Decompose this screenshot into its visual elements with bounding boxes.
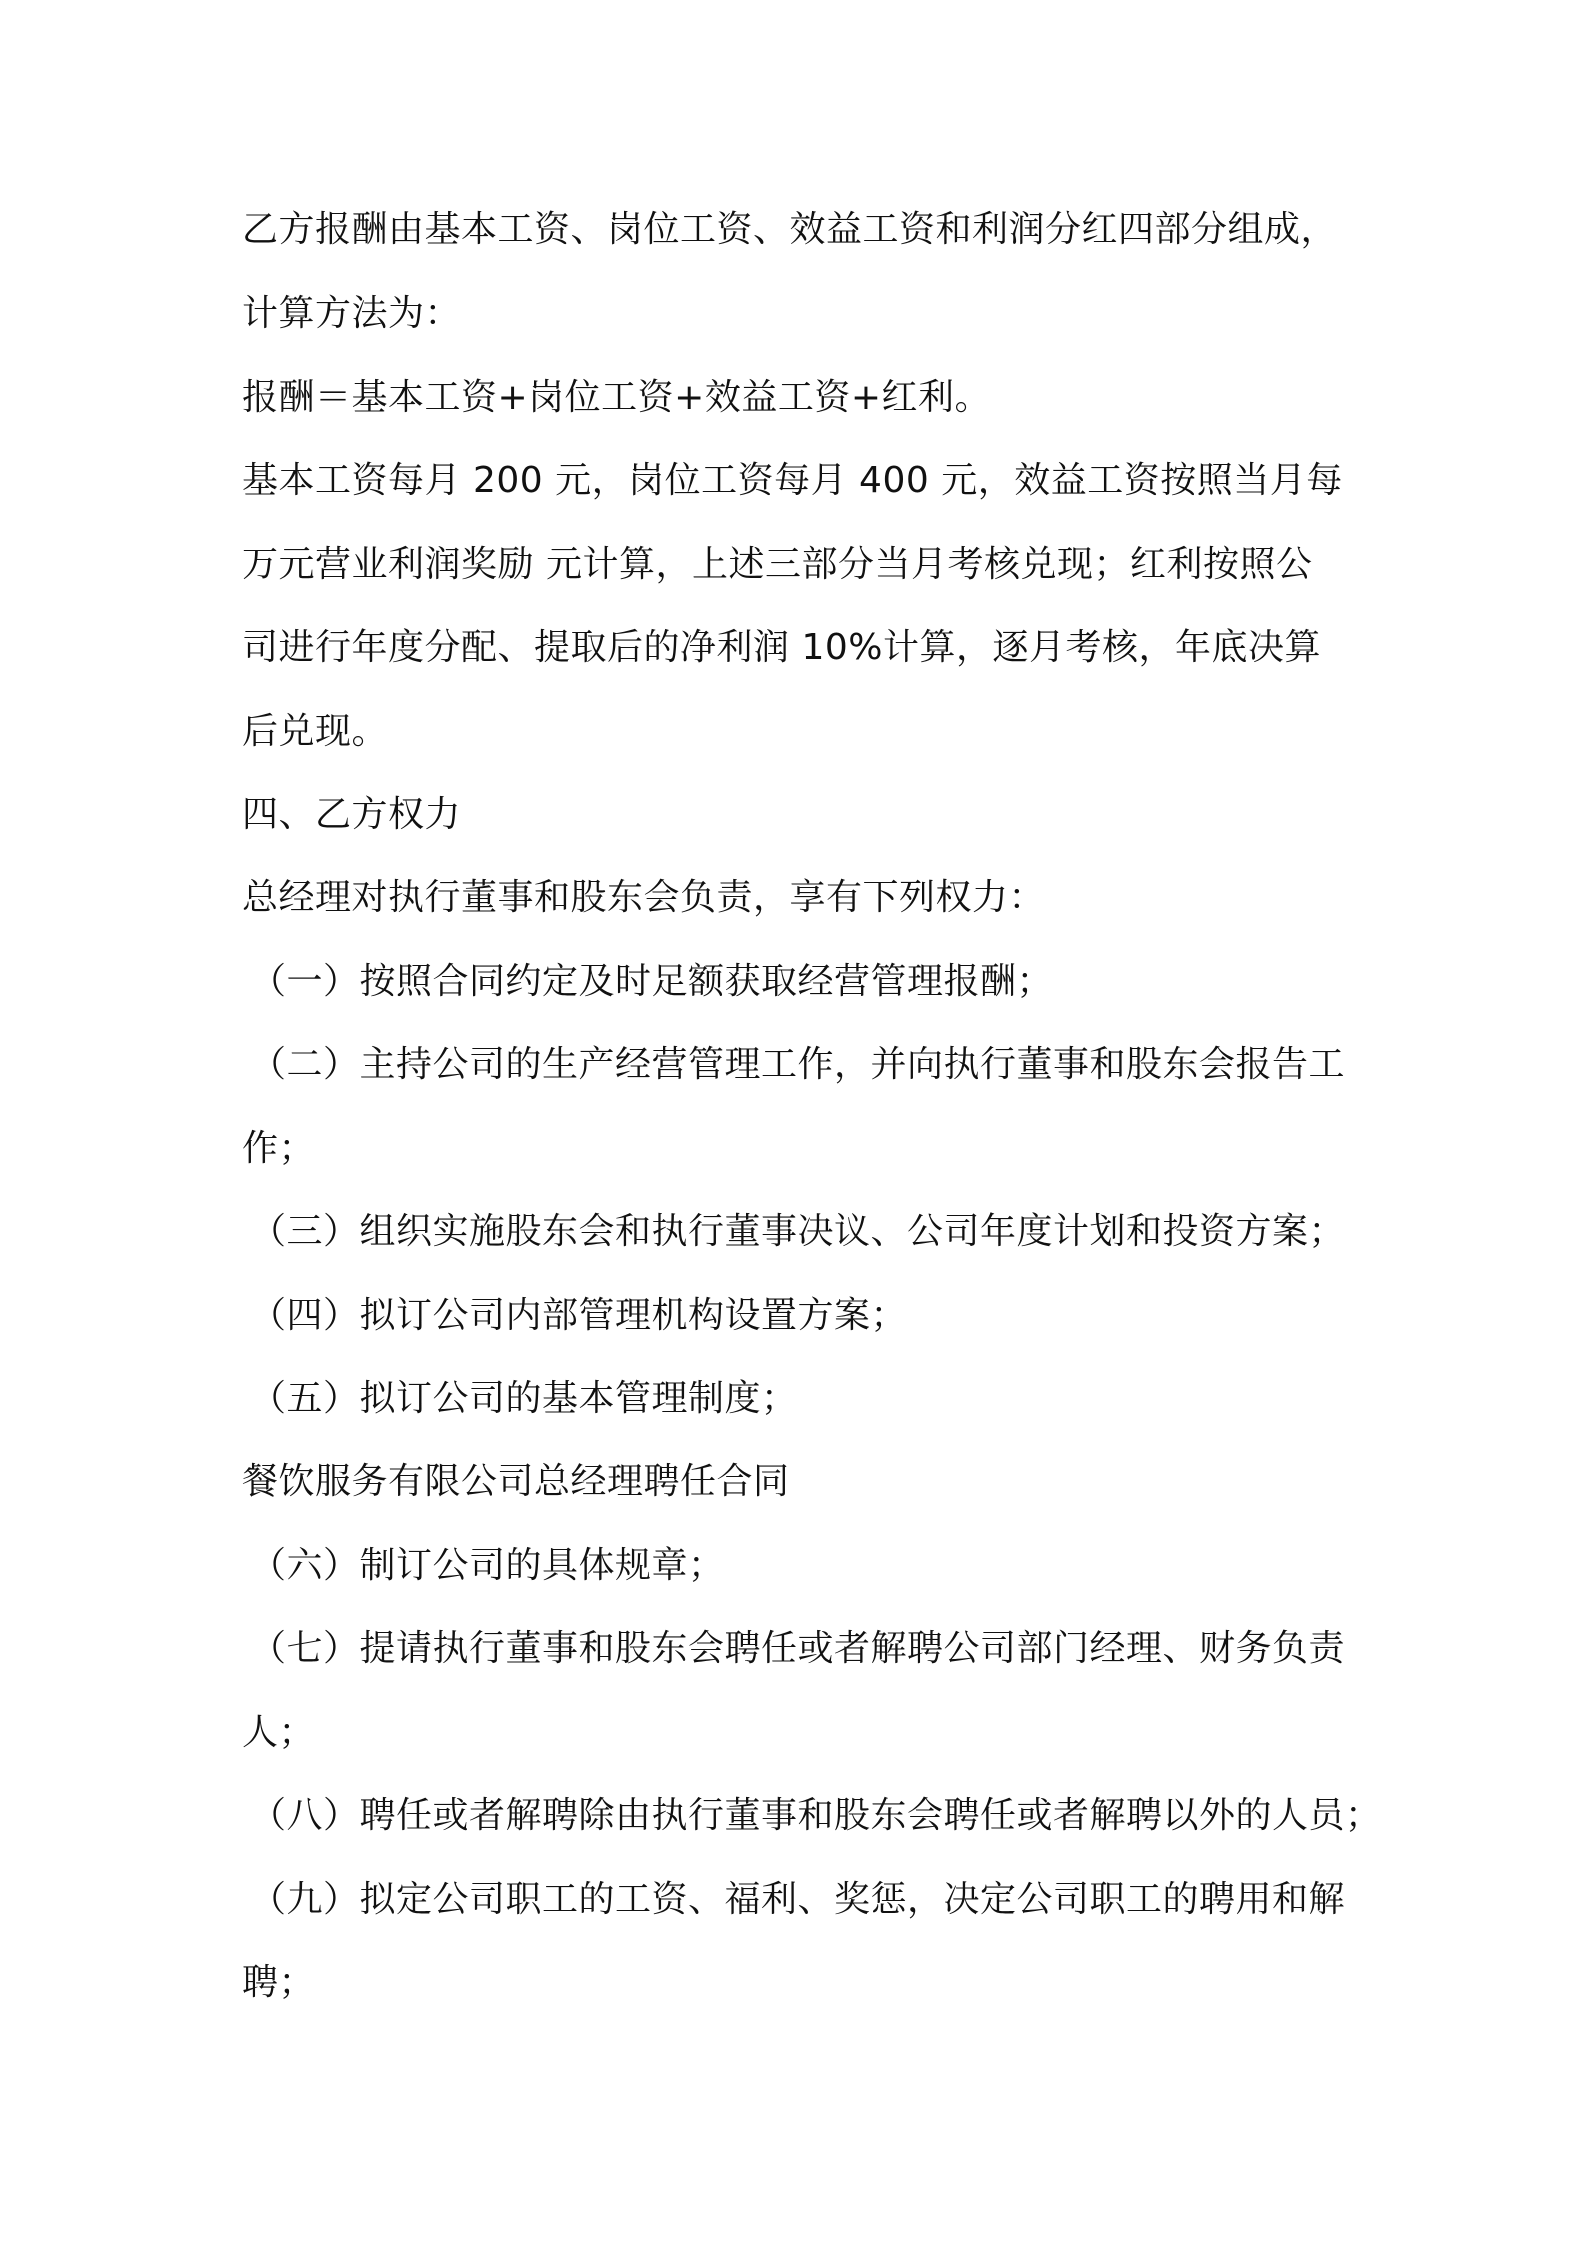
- list-item: （三）组织实施股东会和执行董事决议、公司年度计划和投资方案；: [250, 1211, 1346, 1252]
- paragraph-line: 乙方报酬由基本工资、岗位工资、效益工资和利润分红四部分组成，: [242, 209, 1338, 250]
- paragraph-line: 计算方法为：: [242, 293, 462, 334]
- list-item: （五）拟订公司的基本管理制度；: [250, 1378, 798, 1419]
- list-item-continuation: 作；: [242, 1128, 316, 1169]
- document-title-line: 餐饮服务有限公司总经理聘任合同: [242, 1461, 790, 1502]
- paragraph-line: 万元营业利润奖励 元计算，上述三部分当月考核兑现；红利按照公: [242, 544, 1313, 585]
- paragraph-line: 基本工资每月 200 元，岗位工资每月 400 元，效益工资按照当月每: [242, 460, 1343, 501]
- list-item-continuation: 聘；: [242, 1962, 316, 2003]
- list-item: （四）拟订公司内部管理机构设置方案；: [250, 1295, 908, 1336]
- paragraph-line: 司进行年度分配、提取后的净利润 10%计算，逐月考核，年底决算: [242, 627, 1321, 668]
- list-item: （二）主持公司的生产经营管理工作，并向执行董事和股东会报告工: [250, 1044, 1346, 1085]
- paragraph-line: 后兑现。: [242, 711, 389, 752]
- paragraph-line: 总经理对执行董事和股东会负责，享有下列权力：: [242, 877, 1046, 918]
- paragraph-line: 报酬＝基本工资+岗位工资+效益工资+红利。: [242, 377, 991, 418]
- list-item: （八）聘任或者解聘除由执行董事和股东会聘任或者解聘以外的人员；: [250, 1795, 1382, 1836]
- list-item: （六）制订公司的具体规章；: [250, 1545, 725, 1586]
- list-item-continuation: 人；: [242, 1712, 316, 1753]
- list-item: （九）拟定公司职工的工资、福利、奖惩，决定公司职工的聘用和解: [250, 1879, 1346, 1920]
- section-heading: 四、乙方权力: [242, 794, 462, 835]
- list-item: （七）提请执行董事和股东会聘任或者解聘公司部门经理、财务负责: [250, 1628, 1346, 1669]
- list-item: （一）按照合同约定及时足额获取经营管理报酬；: [250, 961, 1054, 1002]
